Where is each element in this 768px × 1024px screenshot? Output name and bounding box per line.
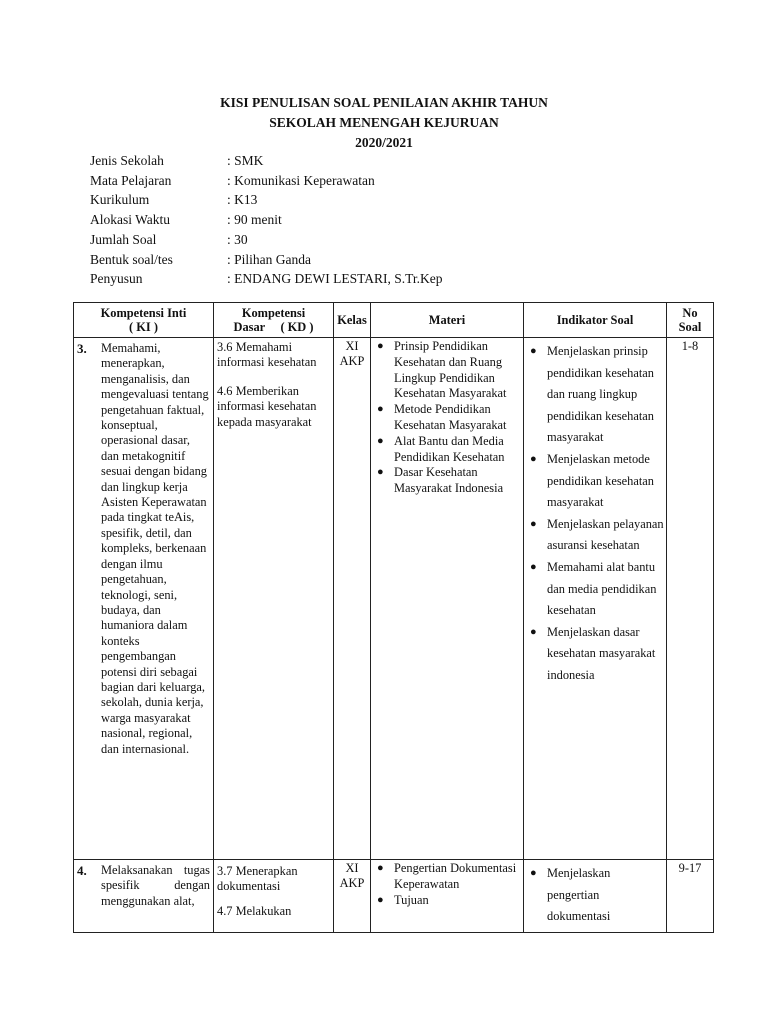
list-item: ● Prinsip Pendidikan Kesehatan dan Ruang Lingkup Pendidikan Kesehatan Masyarakat <box>377 339 507 401</box>
materi-list <box>373 861 521 908</box>
no-soal-cell: 9-17 <box>667 860 714 933</box>
kd-item: 4.7 Melakukan <box>217 903 292 918</box>
materi-cell <box>371 338 524 860</box>
table-row <box>74 860 714 933</box>
bullet-icon: ● <box>377 434 384 447</box>
meta-value: : K13 <box>227 192 258 208</box>
bullet-icon: ● <box>530 625 537 638</box>
table-header-row <box>74 303 714 338</box>
document-title-year: 2020/2021 <box>355 135 413 150</box>
list-item: ● Menjelaskan metode pendidikan kesehatan masyarakat <box>526 449 664 514</box>
indikator-cell <box>524 860 667 933</box>
bullet-icon: ● <box>530 517 537 530</box>
meta-value: : 90 menit <box>227 212 282 228</box>
kd-item: 4.6 Memberikan informasi kesehatan kepada masyarakat <box>217 383 317 429</box>
list-item: ● Pengertian Dokumentasi Keperawatan <box>377 861 517 891</box>
bullet-icon: ● <box>377 893 384 906</box>
meta-label: Bentuk soal/tes <box>90 251 173 267</box>
document-metadata <box>90 151 443 289</box>
meta-mata-pelajaran <box>90 171 443 191</box>
list-item: ● Metode Pendidikan Kesehatan Masyarakat <box>377 402 507 432</box>
kisi-table <box>73 302 714 933</box>
header-text: No <box>682 306 698 320</box>
meta-label: Kurikulum <box>90 192 150 208</box>
bullet-icon: ● <box>377 466 384 479</box>
meta-alokasi-waktu <box>90 210 443 230</box>
kd-cell <box>214 338 334 860</box>
ki-cell <box>74 860 214 933</box>
ki-number: 4. <box>77 863 87 878</box>
kd-item: 3.6 Memahami informasi kesehatan <box>217 340 317 370</box>
table-row <box>74 338 714 860</box>
header-text: Soal <box>678 320 702 334</box>
meta-label: Jenis Sekolah <box>90 153 164 168</box>
meta-label: Penyusun <box>90 271 143 287</box>
meta-value: : SMK <box>227 153 264 168</box>
ki-cell <box>74 338 214 860</box>
bullet-icon: ● <box>377 862 384 874</box>
indikator-cell <box>524 338 667 860</box>
meta-label: Mata Pelajaran <box>90 172 172 188</box>
list-item: ● Memahami alat bantu dan media pendidikan kesehatan <box>526 557 664 622</box>
header-text: Kompetensi Inti <box>100 306 187 320</box>
meta-value: : 30 <box>227 231 248 247</box>
bullet-icon: ● <box>530 452 537 465</box>
list-item: ● Menjelaskan dasar kesehatan masyarakat indonesia <box>526 622 664 687</box>
list-item: ● Tujuan <box>377 892 429 907</box>
ki-text: Memahami, menerapkan, menganalisis, dan mengevaluasi tentang pengetahuan faktual, konseptual, operasional dasar, dan metakognitif sesuai dengan bidang dan lingkup kerja Asisten Keperawatan pada tingkat teAis, spesifik, detil, dan kompleks, berkenaan dengan ilmu pengetahuan, teknologi, seni, budaya, dan humaniora dalam konteks pengembangan potensi diri sebagai bagian dari keluarga, sekolah, dunia kerja, warga masyarakat nasional, regional, dan internasional. <box>101 341 209 756</box>
list-item: ● Menjelaskan prinsip pendidikan kesehatan dan ruang lingkup pendidikan kesehatan masyarakat <box>526 341 664 449</box>
meta-value: : Komunikasi Keperawatan <box>227 172 375 188</box>
header-text: Kompetensi <box>241 306 306 320</box>
header-kompetensi-inti <box>74 303 214 338</box>
kd-item: 3.7 Menerapkan dokumentasi <box>217 864 298 894</box>
bullet-icon: ● <box>530 867 537 879</box>
bullet-icon: ● <box>377 340 384 352</box>
meta-value: : ENDANG DEWI LESTARI, S.Tr.Kep <box>227 271 443 287</box>
list-item: ● Menjelaskan pelayanan asuransi kesehatan <box>526 514 664 557</box>
header-kompetensi-dasar <box>214 303 334 338</box>
kelas-value: AKP <box>339 354 365 369</box>
meta-label: Alokasi Waktu <box>90 212 171 228</box>
meta-bentuk-soal <box>90 250 443 270</box>
header-materi: Materi <box>371 303 524 338</box>
ki-number: 3. <box>77 341 87 356</box>
bullet-icon: ● <box>530 560 537 573</box>
meta-label: Jumlah Soal <box>90 231 157 247</box>
header-text: ( KI ) <box>129 320 158 334</box>
bullet-icon: ● <box>530 345 537 357</box>
meta-penyusun <box>90 269 443 289</box>
materi-cell <box>371 860 524 933</box>
meta-jumlah-soal <box>90 230 443 250</box>
list-item: ● Menjelaskan pengertian dokumentasi <box>526 863 664 928</box>
meta-jenis-sekolah <box>90 151 443 171</box>
meta-kurikulum <box>90 190 443 210</box>
header-kelas: Kelas <box>334 303 371 338</box>
indikator-list <box>526 863 664 928</box>
ki-text: Melaksanakan tugas spesifik dengan menggunakan alat, <box>101 863 210 908</box>
no-soal-cell: 1-8 <box>667 338 714 860</box>
header-indikator-soal: Indikator Soal <box>524 303 667 338</box>
list-item: ● Alat Bantu dan Media Pendidikan Kesehatan <box>377 433 505 464</box>
header-text: Dasar ( KD ) <box>233 320 314 334</box>
meta-value: : Pilihan Ganda <box>227 251 311 267</box>
materi-list <box>373 339 521 497</box>
document-title-line-1: KISI PENULISAN SOAL PENILAIAN AKHIR TAHUN <box>220 95 548 110</box>
kd-cell <box>214 860 334 933</box>
kelas-value: XI <box>345 861 359 875</box>
indikator-list <box>526 341 664 687</box>
header-no-soal <box>667 303 714 338</box>
kelas-value: XI <box>345 339 359 353</box>
document-title-line-2: SEKOLAH MENENGAH KEJURUAN <box>269 115 499 130</box>
kelas-value: AKP <box>339 876 365 891</box>
kelas-cell <box>334 860 371 933</box>
list-item: ● Dasar Kesehatan Masyarakat Indonesia <box>377 465 504 496</box>
bullet-icon: ● <box>377 403 384 416</box>
kelas-cell <box>334 338 371 860</box>
